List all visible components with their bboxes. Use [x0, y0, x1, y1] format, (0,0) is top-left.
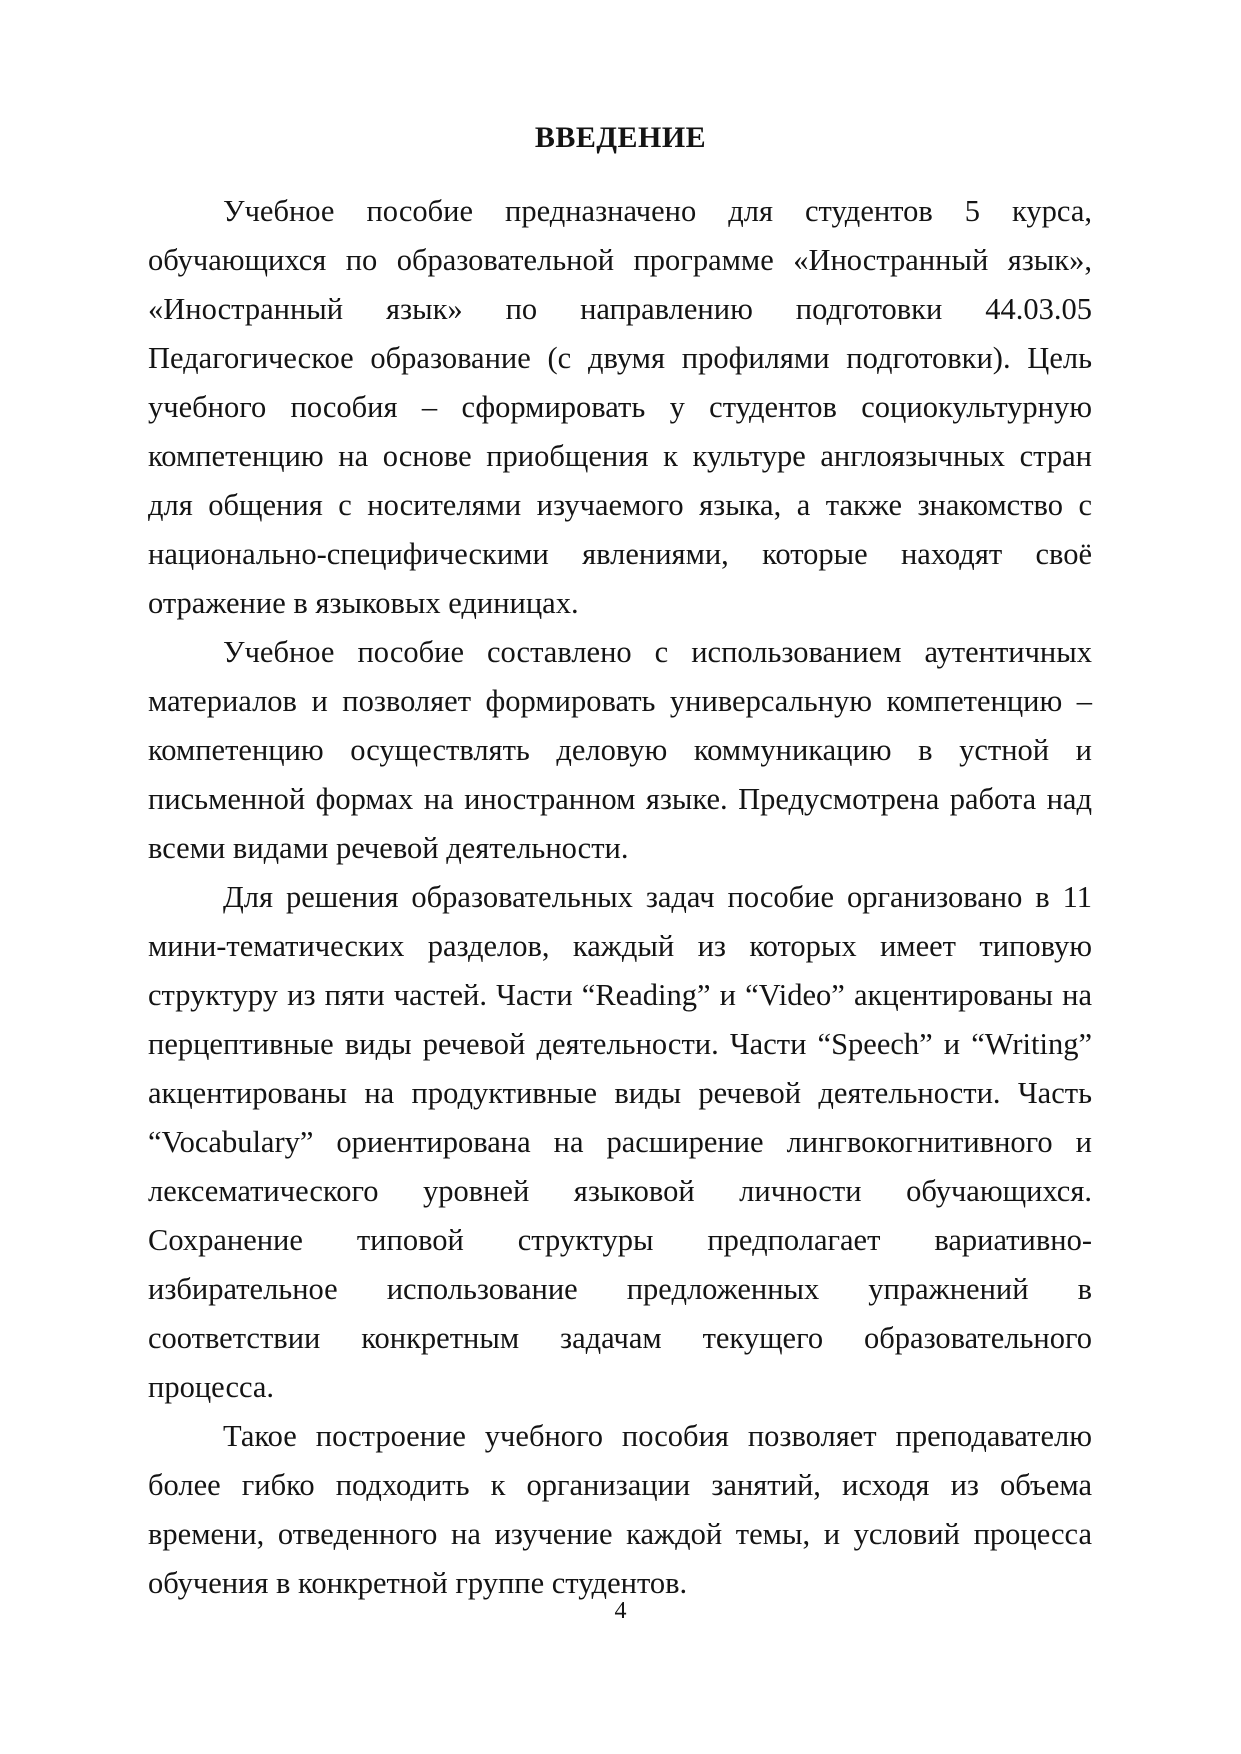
- paragraph-competence: Учебное пособие составлено с использованием аутентичных материалов и позволяет формировать универсальную компетенцию – компетенцию осуществлять деловую коммуникацию в устной и письменной формах на иностранном языке. Предусмотрена работа над всеми видами речевой деятельности.: [148, 635, 1092, 865]
- paragraph-structure: Для решения образовательных задач пособие организовано в 11 мини-тематических разделов, каждый из которых имеет типовую структуру из пяти частей. Части “Reading” и “Video” акцентированы на перцептивные виды речевой деятельности. Части “Speech” и “Writing” акцентированы на продуктивные виды речевой деятельности. Часть “Vocabulary” ориентирована на расширение лингвокогнитивного и лексематического уровней языковой личности обучающихся. Сохранение типовой структуры предполагает вариативно-избирательное использование предложенных упражнений в соответствии конкретным задачам текущего образовательного процесса.: [148, 880, 1092, 1404]
- paragraph-purpose: Учебное пособие предназначено для студентов 5 курса, обучающихся по образовательной программе «Иностранный язык», «Иностранный язык» по направлению подготовки 44.03.05 Педагогическое образование (с двумя профилями подготовки). Цель учебного пособия – сформировать у студентов социокультурную компетенцию на основе приобщения к культуре англоязычных стран для общения с носителями изучаемого языка, а также знакомство с национально-специфическими явлениями, которые находят своё отражение в языковых единицах.: [148, 194, 1092, 620]
- body-text: [148, 187, 1092, 1608]
- page-number: 4: [614, 1598, 627, 1624]
- section-heading: ВВЕДЕНИЕ: [534, 121, 707, 154]
- paragraph-flexibility: Такое построение учебного пособия позволяет преподавателю более гибко подходить к организации занятий, исходя из объема времени, отведенного на изучение каждой темы, и условий процесса обучения в конкретной группе студентов.: [148, 1419, 1092, 1600]
